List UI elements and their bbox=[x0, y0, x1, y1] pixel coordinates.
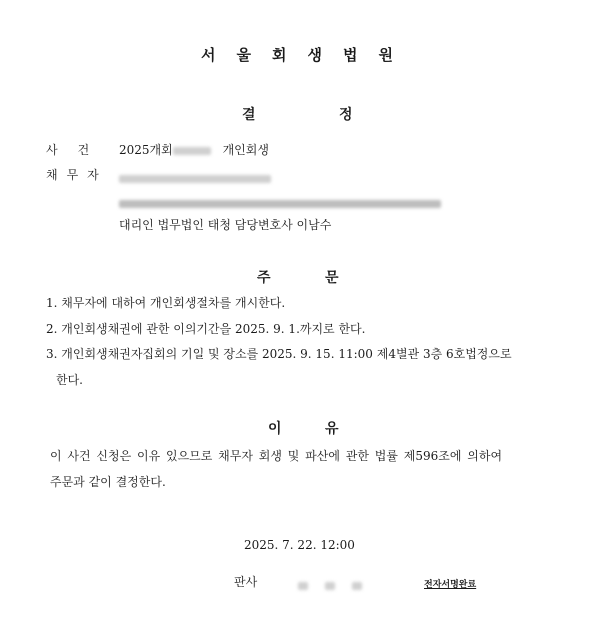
judge-name-redacted bbox=[298, 575, 362, 594]
debtor-name-redacted bbox=[119, 168, 271, 187]
case-label: 사건 bbox=[46, 143, 110, 157]
reason-heading-char-1: 이 bbox=[268, 421, 282, 437]
judge-label: 판사 bbox=[234, 575, 258, 589]
redacted-debtor-name bbox=[119, 175, 271, 183]
redacted-judge-name-2 bbox=[325, 582, 335, 590]
order-item-2: 2. 개인회생채권에 관한 이의기간을 2025. 9. 1.까지로 한다. bbox=[46, 322, 366, 336]
order-item-3-continued: 한다. bbox=[56, 373, 83, 387]
court-name: 서울회생법원 bbox=[201, 46, 414, 64]
redacted-judge-name-3 bbox=[352, 582, 362, 590]
debtor-address-redacted bbox=[119, 193, 441, 212]
redacted-case-number bbox=[173, 147, 211, 155]
debtor-representative: 대리인 법무법인 태청 담당변호사 이남수 bbox=[119, 218, 332, 232]
redacted-debtor-address bbox=[119, 200, 441, 208]
order-heading-char-2: 문 bbox=[325, 270, 339, 286]
reason-text-line-1: 이 사건 신청은 이유 있으므로 채무자 회생 및 파산에 관한 법률 제596조에 의하여 bbox=[50, 449, 503, 463]
case-type: 개인회생 bbox=[222, 143, 269, 157]
order-heading-char-1: 주 bbox=[257, 270, 271, 286]
decision-heading-char-1: 결 bbox=[242, 107, 256, 123]
decision-datetime: 2025. 7. 22. 12:00 bbox=[244, 538, 355, 552]
order-item-3: 3. 개인회생채권자집회의 기일 및 장소를 2025. 9. 15. 11:00 제4별관 3층 6호법정으로 bbox=[46, 347, 512, 361]
case-number-prefix: 2025개회 bbox=[119, 143, 173, 157]
reason-heading-char-2: 유 bbox=[325, 421, 339, 437]
order-item-1: 1. 채무자에 대하여 개인회생절차를 개시한다. bbox=[46, 296, 286, 310]
redacted-judge-name-1 bbox=[298, 582, 308, 590]
reason-text-line-2: 주문과 같이 결정한다. bbox=[50, 475, 166, 489]
e-signature-stamp: 전자서명완료 bbox=[424, 580, 477, 590]
debtor-label: 채무자 bbox=[46, 168, 108, 182]
decision-heading-char-2: 정 bbox=[339, 107, 353, 123]
case-number bbox=[119, 141, 269, 158]
